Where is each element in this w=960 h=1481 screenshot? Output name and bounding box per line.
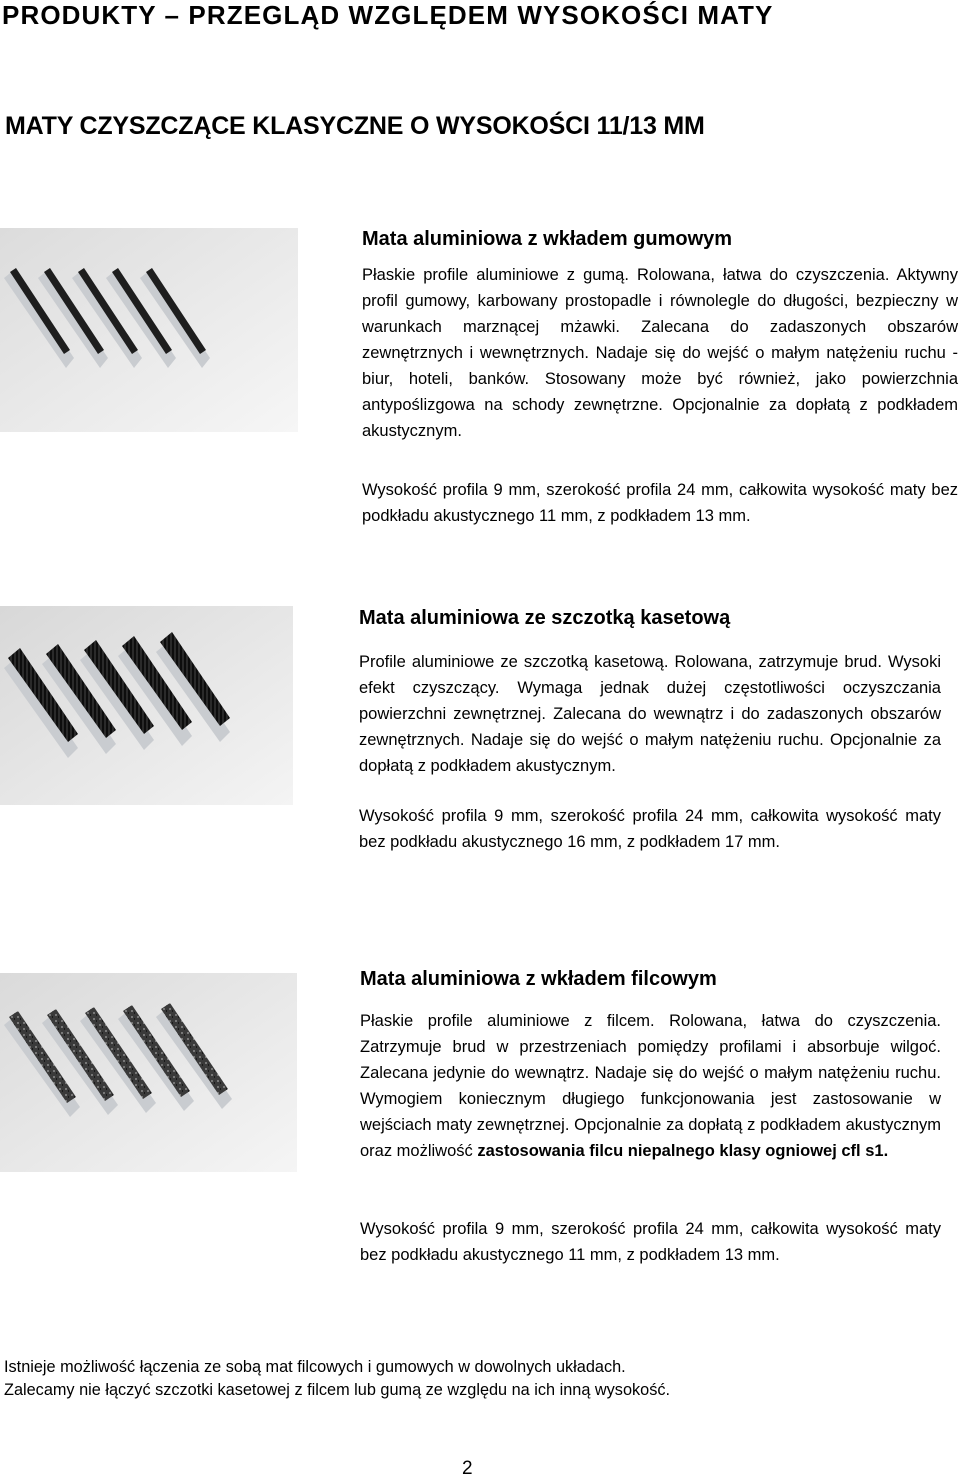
felt-description-text: Płaskie profile aluminiowe z filcem. Rolowana, łatwa do czyszczenia. Zatrzymuje brud w przestrzeniach pomiędzy profilami i absorbuje wilgoć. Zalecana jedynie do wewnątrz. Nadaje się do wejść o małym natężeniu ruchu. Wymogiem koniecznym długiego funkcjonowania jest zastosowanie w wejściach maty zewnętrznej. Opcjonalnie za dopłatą z podkładem akustycznym oraz możliwość bbox=[360, 1012, 941, 1160]
brush-insert-mat-photo bbox=[0, 606, 293, 805]
recommendation-note: Zalecamy nie łączyć szczotki kasetowej z filcem lub gumą ze względu na ich inną wysokość. bbox=[4, 1381, 670, 1399]
felt-insert-mat-photo bbox=[0, 973, 297, 1172]
product-title-felt: Mata aluminiowa z wkładem filcowym bbox=[360, 968, 717, 990]
rubber-insert-mat-photo bbox=[0, 228, 298, 432]
product-specs-rubber: Wysokość profila 9 mm, szerokość profila 24 mm, całkowita wysokość maty bez podkładu akustycznego 11 mm, z podkładem 13 mm. bbox=[362, 481, 958, 525]
section-title: MATY CZYSZCZĄCE KLASYCZNE O WYSOKOŚCI 11/13 MM bbox=[5, 112, 705, 140]
page-number: 2 bbox=[462, 1458, 473, 1479]
product-description-rubber: Płaskie profile aluminiowe z gumą. Rolowana, łatwa do czyszczenia. Aktywny profil gumowy, karbowany prostopadle i równolegle do długości, bezpieczny w warunkach marznącej mżawki. Zalecana do zadaszonych obszarów zewnętrznych i wewnętrznych. Nadaje się do wejść o małym natężeniu ruchu - biur, hoteli, banków. Stosowany może być również, jako powierzchnia antypoślizgowa na schody zewnętrzne. Opcjonalnie za dopłatą z podkładem akustycznym. bbox=[362, 266, 958, 440]
product-title-rubber: Mata aluminiowa z wkładem gumowym bbox=[362, 228, 733, 250]
combination-note: Istnieje możliwość łączenia ze sobą mat filcowych i gumowych w dowolnych układach. bbox=[4, 1358, 626, 1376]
product-description-felt bbox=[360, 1008, 941, 1164]
felt-fireproof-note: zastosowania filcu niepalnego klasy ogniowej cfl s1. bbox=[477, 1142, 889, 1160]
product-title-brush: Mata aluminiowa ze szczotką kasetową bbox=[359, 607, 731, 629]
product-specs-felt: Wysokość profila 9 mm, szerokość profila 24 mm, całkowita wysokość maty bez podkładu akustycznego 11 mm, z podkładem 13 mm. bbox=[360, 1220, 941, 1264]
product-description-brush: Profile aluminiowe ze szczotką kasetową. Rolowana, zatrzymuje brud. Wysoki efekt czyszczący. Wymaga jednak dużej częstotliwości oczyszczania powierzchni zewnętrznej. Zalecana do wewnątrz i do zadaszonych obszarów zewnętrznych. Nadaje się do wejść o małym natężeniu ruchu. Opcjonalnie za dopłatą z podkładem akustycznym. bbox=[359, 653, 941, 775]
product-specs-brush: Wysokość profila 9 mm, szerokość profila 24 mm, całkowita wysokość maty bez podkładu akustycznego 16 mm, z podkładem 17 mm. bbox=[359, 807, 941, 851]
page-title: PRODUKTY – PRZEGLĄD WZGLĘDEM WYSOKOŚCI MATY bbox=[2, 0, 774, 30]
